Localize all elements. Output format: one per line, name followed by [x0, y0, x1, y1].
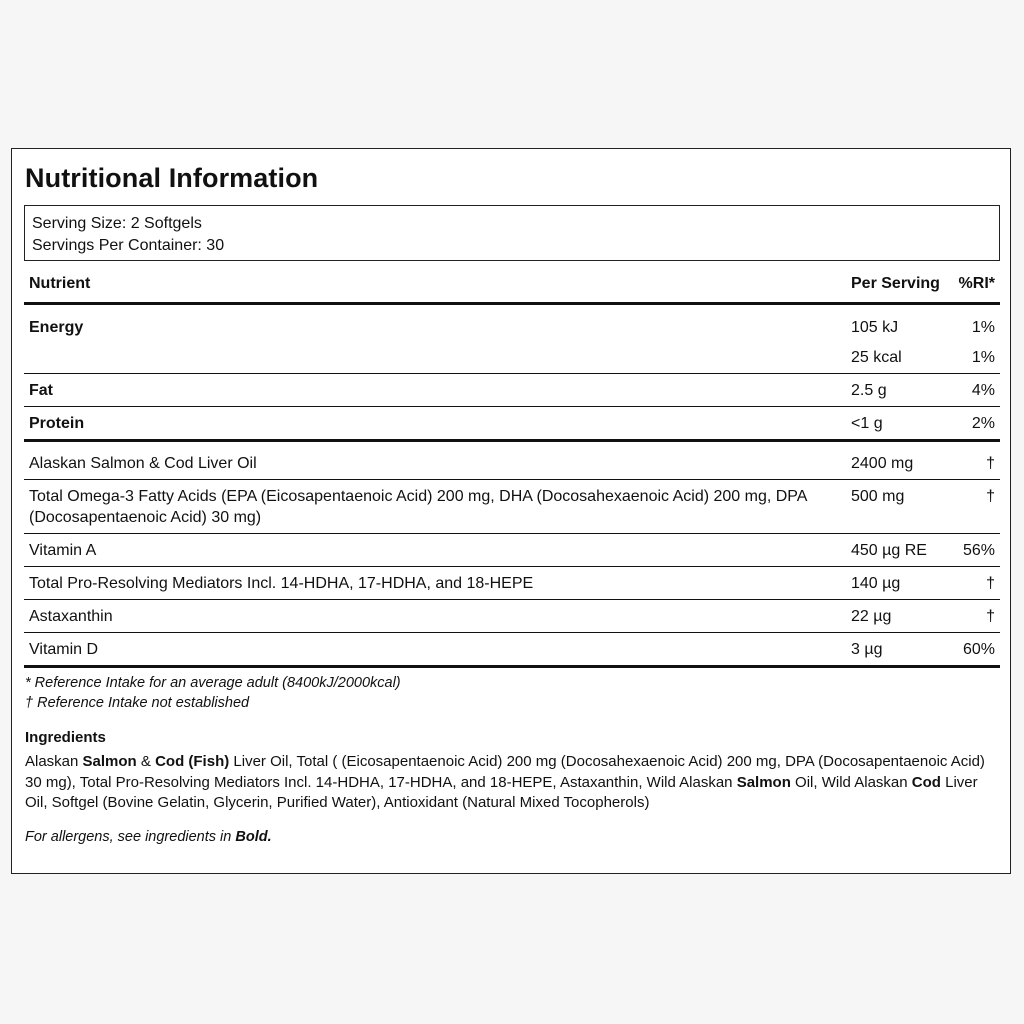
- nutrient-ri: †: [950, 441, 1000, 480]
- table-row: [24, 441, 1000, 480]
- nutrient-name: Alaskan Salmon & Cod Liver Oil: [24, 441, 846, 480]
- table-row: [24, 534, 1000, 567]
- header-nutrient: Nutrient: [24, 275, 846, 304]
- nutrient-name: Total Pro-Resolving Mediators Incl. 14-HDHA, 17-HDHA, and 18-HEPE: [24, 567, 846, 600]
- table-row: [24, 341, 1000, 374]
- nutrient-ri: 4%: [950, 374, 1000, 407]
- ingredient-part: Liver Oil, Softgel (Bovine Gelatin, Glycerin, Purified Water), Antioxidant (Natural Mixed Tocopherols): [25, 773, 978, 811]
- nutrient-amount: <1 g: [846, 407, 950, 441]
- table-row: [24, 600, 1000, 633]
- nutrient-name: Energy: [29, 319, 84, 336]
- table-row: [24, 374, 1000, 407]
- nutrient-name: Astaxanthin: [24, 600, 846, 633]
- ingredient-part: Liver Oil, Total ( (Eicosapentaenoic Acid) 200 mg (Docosahexaenoic Acid) 200 mg, DPA (Docosapentaenoic Acid) 30 mg), Total Pro-Resolving Mediators Incl. 14-HDHA, 17-HDHA, and 18-HEPE, Astaxanthin, Wild Alaskan: [25, 753, 985, 791]
- nutrient-amount: 22 µg: [846, 600, 950, 633]
- servings-per-container: Servings Per Container: 30: [32, 237, 225, 254]
- nutrient-amount: 500 mg: [846, 480, 950, 534]
- ingredient-allergen: Cod (Fish): [155, 753, 230, 770]
- ingredient-part: Alaskan: [25, 753, 83, 770]
- allergen-note: [25, 829, 272, 845]
- nutrient-name: Fat: [24, 374, 846, 407]
- page-title: Nutritional Information: [25, 163, 319, 193]
- ingredients-text: [25, 752, 1000, 814]
- ingredient-part: &: [136, 753, 156, 770]
- nutrient-ri: 1%: [950, 341, 1000, 374]
- nutrient-ri: 56%: [950, 534, 1000, 567]
- nutrient-ri: †: [950, 600, 1000, 633]
- nutrient-ri: 60%: [950, 633, 1000, 667]
- nutrient-ri: 1%: [971, 319, 995, 336]
- nutrient-amount: 2400 mg: [846, 441, 950, 480]
- nutrient-name: [24, 341, 846, 374]
- header-per-serving: Per Serving: [846, 275, 950, 304]
- table-row: [24, 407, 1000, 441]
- ingredient-part: Oil, Wild Alaskan: [790, 773, 912, 791]
- nutrient-name: Total Omega-3 Fatty Acids (EPA (Eicosapentaenoic Acid) 200 mg, DHA (Docosahexaenoic Acid) 200 mg, DPA (Docosapentaenoic Acid) 30 mg): [24, 480, 846, 534]
- table-row: [24, 633, 1000, 667]
- nutrient-amount: 2.5 g: [846, 374, 950, 407]
- allergen-text: For allergens, see ingredients in: [25, 829, 236, 845]
- nutrient-amount: 25 kcal: [846, 341, 950, 374]
- table-row: [24, 304, 1000, 342]
- table-header-row: [24, 275, 1000, 304]
- nutrient-ri: †: [950, 480, 1000, 534]
- dagger-footnote: † Reference Intake not established: [25, 695, 250, 711]
- nutrition-table: [24, 275, 1000, 668]
- nutrient-ri: †: [950, 567, 1000, 600]
- ri-footnote: * Reference Intake for an average adult (8400kJ/2000kcal): [25, 675, 401, 691]
- nutrient-ri: 2%: [950, 407, 1000, 441]
- ingredients-heading: Ingredients: [25, 729, 106, 746]
- ingredient-allergen: Salmon: [82, 753, 137, 770]
- allergen-bold-text: Bold.: [235, 829, 272, 845]
- nutrient-name: Vitamin A: [24, 534, 846, 567]
- footnotes: [25, 673, 401, 713]
- nutrient-amount: 3 µg: [846, 633, 950, 667]
- header-ri: %RI*: [950, 275, 1000, 304]
- serving-size: Serving Size: 2 Softgels: [32, 215, 202, 232]
- nutrition-panel: [11, 148, 1011, 874]
- nutrient-amount: 105 kJ: [851, 319, 899, 336]
- table-row: [24, 567, 1000, 600]
- table-row: [24, 480, 1000, 534]
- nutrient-amount: 140 µg: [846, 567, 950, 600]
- ingredient-allergen: Salmon: [736, 773, 791, 791]
- nutrient-name: Protein: [24, 407, 846, 441]
- nutrient-name: Vitamin D: [24, 633, 846, 667]
- nutrient-amount: 450 µg RE: [846, 534, 950, 567]
- ingredient-allergen: Cod: [911, 773, 941, 791]
- serving-info-box: [24, 205, 1000, 261]
